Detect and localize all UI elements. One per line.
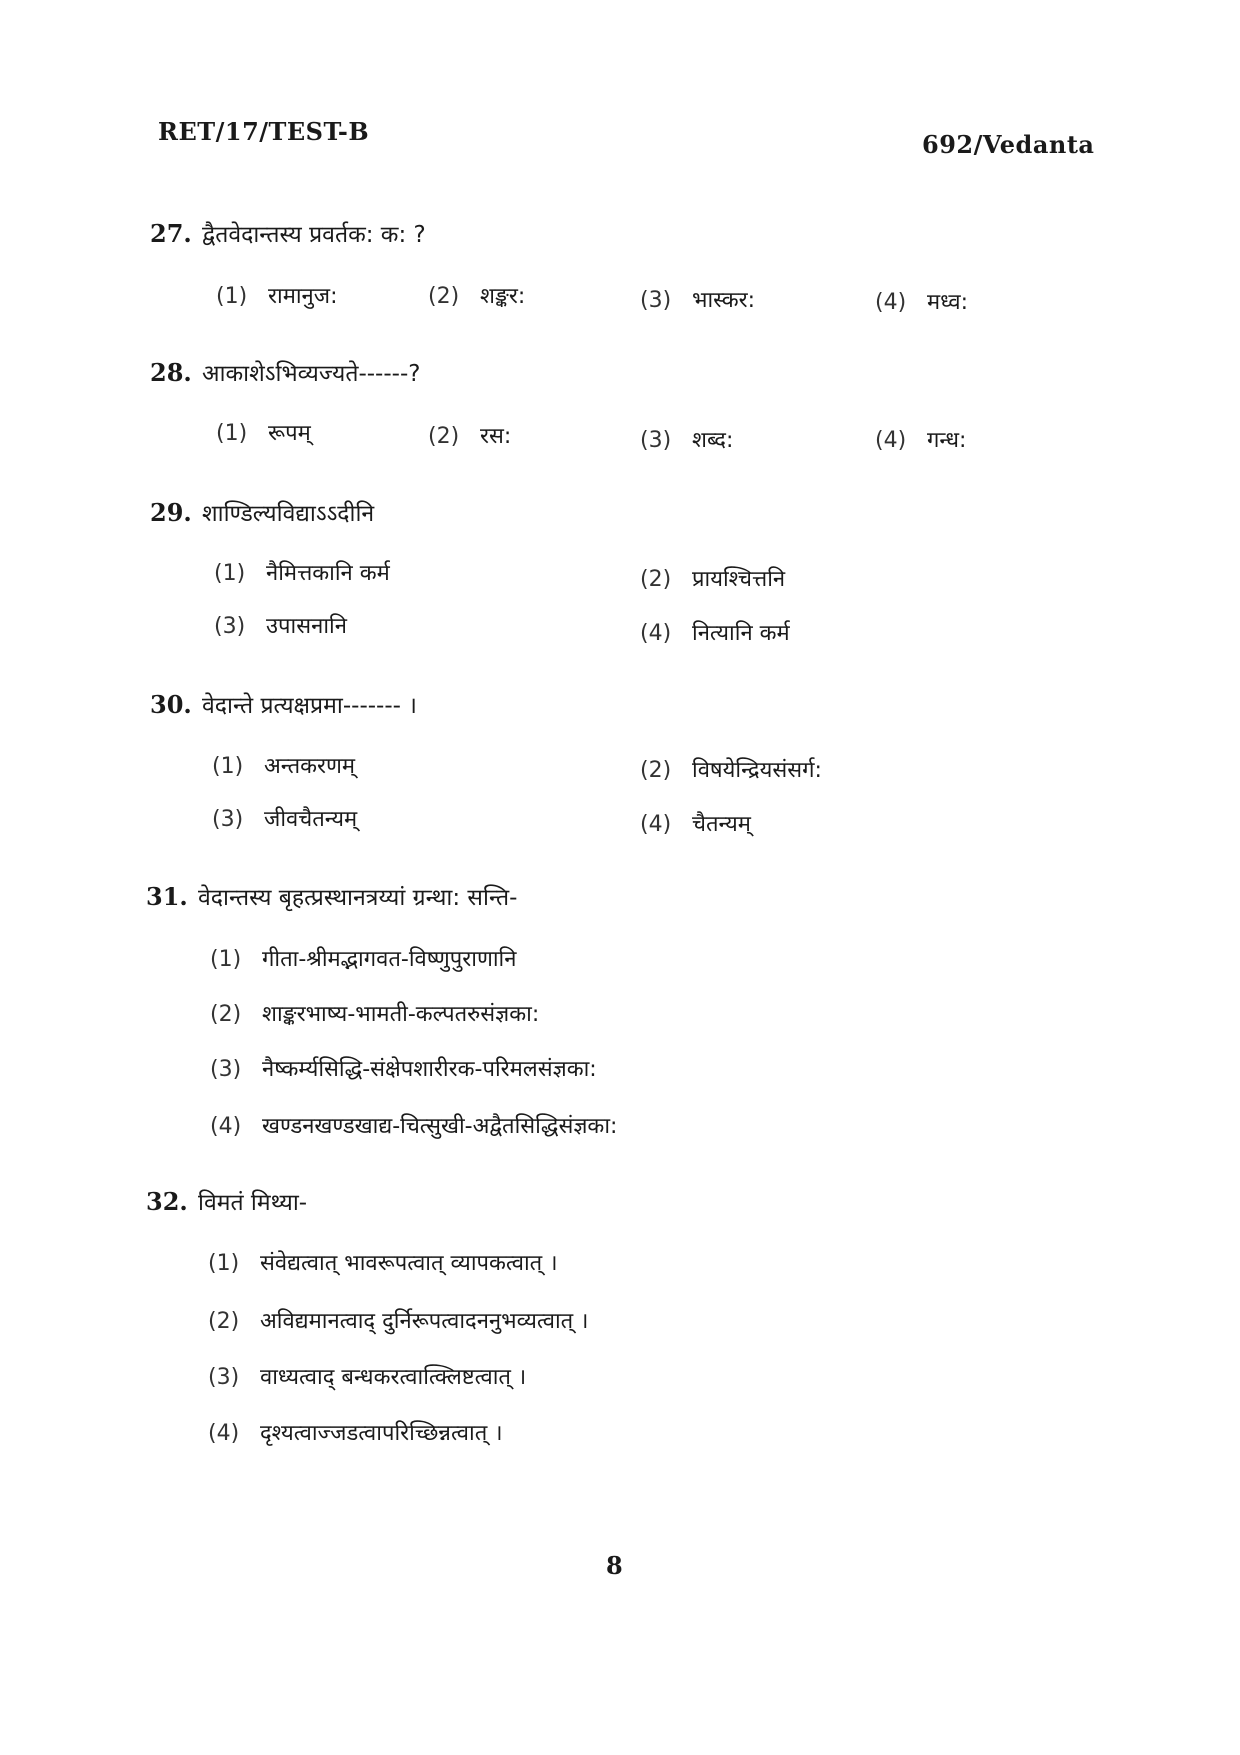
option-number: (4) bbox=[875, 290, 907, 315]
option-number: (3) bbox=[208, 1365, 240, 1390]
option-27-4 bbox=[875, 286, 968, 316]
option-number: (1) bbox=[212, 754, 244, 779]
option-29-4 bbox=[640, 617, 790, 647]
option-32-2 bbox=[208, 1305, 589, 1335]
option-number: (2) bbox=[208, 1309, 240, 1334]
question-text: शाण्डिल्यविद्याऽऽदीनि bbox=[202, 501, 375, 527]
option-31-4 bbox=[210, 1110, 617, 1140]
option-number: (3) bbox=[640, 428, 672, 453]
option-number: (4) bbox=[640, 812, 672, 837]
option-32-1 bbox=[208, 1247, 558, 1277]
header-code: RET/17/TEST-B bbox=[158, 117, 370, 146]
option-32-3 bbox=[208, 1361, 526, 1391]
option-text: उपासनानि bbox=[266, 614, 347, 639]
option-text: शब्द: bbox=[692, 428, 734, 453]
question-number: 32. bbox=[146, 1187, 188, 1216]
option-number: (3) bbox=[214, 614, 246, 639]
option-text: खण्डनखण्डखाद्य-चित्सुखी-अद्वैतसिद्धिसंज्ञका: bbox=[262, 1114, 618, 1139]
option-number: (2) bbox=[210, 1002, 242, 1027]
option-30-3 bbox=[212, 803, 357, 833]
option-29-3 bbox=[214, 610, 347, 640]
option-text: दृश्यत्वाज्जडत्वापरिच्छिन्नत्वात् । bbox=[260, 1421, 503, 1446]
option-32-4 bbox=[208, 1417, 503, 1447]
option-text: अन्तकरणम् bbox=[264, 754, 356, 779]
option-text: गन्ध: bbox=[927, 428, 967, 453]
option-number: (1) bbox=[210, 947, 242, 972]
option-28-1 bbox=[216, 417, 311, 447]
option-27-3 bbox=[640, 284, 755, 314]
option-text: विषयेन्द्रियसंसर्ग: bbox=[692, 758, 822, 783]
option-30-4 bbox=[640, 808, 751, 838]
option-number: (1) bbox=[216, 284, 248, 309]
question-text: आकाशेऽभिव्यज्यते------? bbox=[202, 361, 421, 387]
option-28-4 bbox=[875, 424, 966, 454]
question-text: वेदान्ते प्रत्यक्षप्रमा------- । bbox=[202, 693, 417, 719]
question-28 bbox=[150, 356, 420, 388]
option-number: (1) bbox=[208, 1251, 240, 1276]
option-text: गीता-श्रीमद्भागवत-विष्णुपुराणानि bbox=[262, 947, 517, 972]
option-text: जीवचैतन्यम् bbox=[264, 807, 358, 832]
page-number: 8 bbox=[606, 1551, 623, 1580]
option-number: (2) bbox=[640, 567, 672, 592]
question-29 bbox=[150, 496, 374, 528]
option-text: नैमित्तकानि कर्म bbox=[266, 561, 390, 586]
question-31 bbox=[146, 880, 517, 912]
option-28-2 bbox=[428, 420, 511, 450]
option-number: (3) bbox=[210, 1057, 242, 1082]
question-30 bbox=[150, 688, 417, 720]
option-31-1 bbox=[210, 943, 516, 973]
option-text: मध्व: bbox=[927, 290, 969, 315]
question-32 bbox=[146, 1185, 307, 1217]
question-text: वेदान्तस्य बृहत्प्रस्थानत्रय्यां ग्रन्था: सन्ति- bbox=[198, 885, 518, 911]
question-number: 28. bbox=[150, 358, 192, 387]
option-text: वाध्यत्वाद् बन्धकरत्वात्क्लिष्टत्वात् । bbox=[260, 1365, 527, 1390]
option-29-1 bbox=[214, 557, 390, 587]
question-number: 29. bbox=[150, 498, 192, 527]
option-number: (3) bbox=[640, 288, 672, 313]
question-number: 31. bbox=[146, 882, 188, 911]
option-number: (2) bbox=[428, 284, 460, 309]
option-text: नित्यानि कर्म bbox=[692, 621, 790, 646]
option-number: (1) bbox=[216, 421, 248, 446]
option-number: (4) bbox=[875, 428, 907, 453]
question-number: 27. bbox=[150, 219, 192, 248]
option-text: संवेद्यत्वात् भावरूपत्वात् व्यापकत्वात् । bbox=[260, 1251, 558, 1276]
option-28-3 bbox=[640, 424, 733, 454]
option-text: रूपम् bbox=[268, 421, 311, 446]
option-text: भास्कर: bbox=[692, 288, 756, 313]
option-number: (4) bbox=[210, 1114, 242, 1139]
option-text: रस: bbox=[480, 424, 512, 449]
question-text: द्वैतवेदान्तस्य प्रवर्तक: क: ? bbox=[202, 222, 426, 248]
option-text: अविद्यमानत्वाद् दुर्निरूपत्वादननुभव्यत्वात् । bbox=[260, 1309, 589, 1334]
question-text: विमतं मिथ्या- bbox=[198, 1190, 308, 1216]
option-number: (2) bbox=[640, 758, 672, 783]
option-27-2 bbox=[428, 280, 525, 310]
option-number: (2) bbox=[428, 424, 460, 449]
option-31-2 bbox=[210, 998, 539, 1028]
option-number: (1) bbox=[214, 561, 246, 586]
option-text: प्रायश्चित्तनि bbox=[692, 567, 786, 592]
option-number: (4) bbox=[640, 621, 672, 646]
option-text: शङ्कर: bbox=[480, 284, 526, 309]
question-27 bbox=[150, 217, 426, 249]
option-text: शाङ्करभाष्य-भामती-कल्पतरुसंज्ञका: bbox=[262, 1002, 540, 1027]
question-number: 30. bbox=[150, 690, 192, 719]
option-30-2 bbox=[640, 754, 822, 784]
option-30-1 bbox=[212, 750, 355, 780]
header-subject: 692/Vedanta bbox=[922, 130, 1095, 159]
option-number: (4) bbox=[208, 1421, 240, 1446]
option-31-3 bbox=[210, 1053, 597, 1083]
option-number: (3) bbox=[212, 807, 244, 832]
option-text: चैतन्यम् bbox=[692, 812, 751, 837]
option-29-2 bbox=[640, 563, 785, 593]
option-27-1 bbox=[216, 280, 338, 310]
option-text: नैष्कर्म्यसिद्धि-संक्षेपशारीरक-परिमलसंज्ञका: bbox=[262, 1057, 597, 1082]
option-text: रामानुज: bbox=[268, 284, 338, 309]
